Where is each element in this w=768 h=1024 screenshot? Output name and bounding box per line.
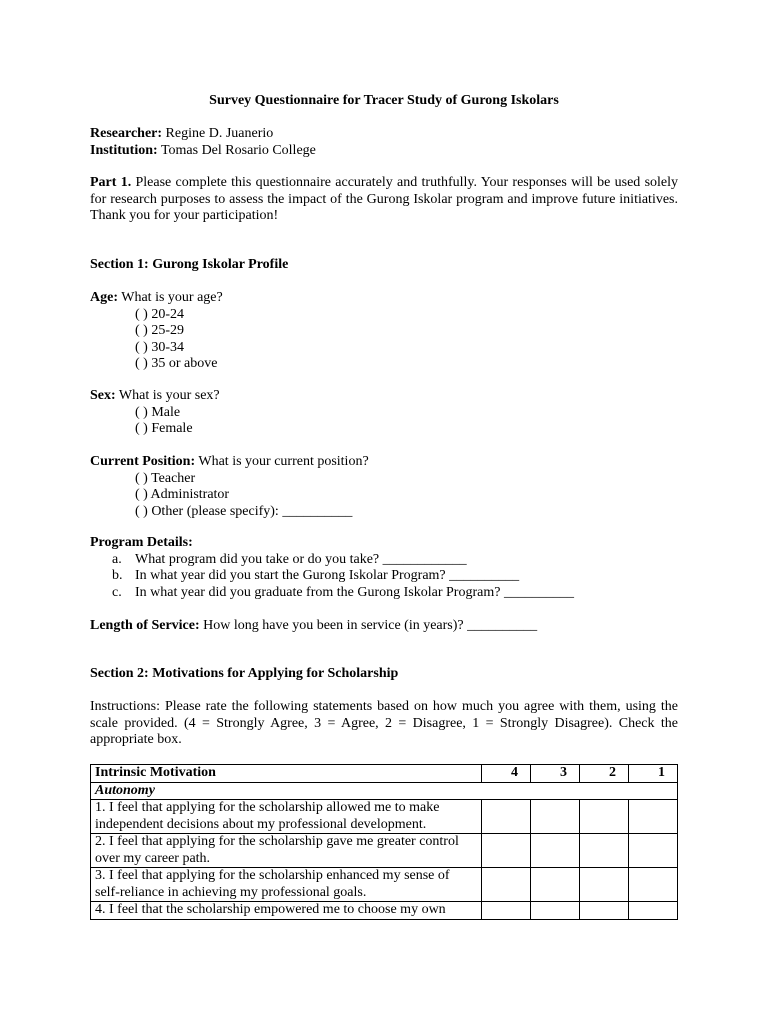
researcher-value: Regine D. Juanerio bbox=[165, 126, 274, 141]
institution-label: Institution: bbox=[90, 143, 158, 158]
section1-heading: Section 1: Gurong Iskolar Profile bbox=[90, 257, 289, 272]
position-label: Current Position: bbox=[90, 454, 196, 469]
rating-checkbox[interactable] bbox=[482, 902, 531, 920]
table-row bbox=[91, 868, 678, 902]
table-row bbox=[91, 800, 678, 834]
rating-checkbox[interactable] bbox=[629, 868, 678, 902]
rating-checkbox[interactable] bbox=[531, 868, 580, 902]
sex-label: Sex: bbox=[90, 388, 116, 403]
age-question bbox=[90, 290, 678, 373]
likert-table bbox=[90, 764, 678, 920]
age-question-text: What is your age? bbox=[121, 290, 223, 305]
rating-checkbox[interactable] bbox=[580, 834, 629, 868]
sex-option[interactable]: ( ) Female bbox=[135, 421, 193, 436]
program-item-text: What program did you take or do you take? ____________ bbox=[135, 551, 467, 567]
rating-checkbox[interactable] bbox=[482, 800, 531, 834]
rating-checkbox[interactable] bbox=[531, 834, 580, 868]
position-question-text: What is your current position? bbox=[198, 454, 369, 469]
list-marker: a. bbox=[112, 551, 122, 567]
instructions-paragraph: Instructions: Please rate the following statements based on how much you agree with them, using the scale provided. (4 = Strongly Agree, 3 = Agree, 2 = Disagree, 1 = Strongly Disagree). Check the appropriate box. bbox=[90, 699, 678, 747]
list-item bbox=[90, 552, 678, 569]
age-option[interactable]: ( ) 20-24 bbox=[135, 306, 184, 322]
scale-header: 3 bbox=[531, 765, 580, 783]
rating-checkbox[interactable] bbox=[629, 834, 678, 868]
part1-text: Please complete this questionnaire accurately and truthfully. Your responses will be used solely for research purposes to assess the impact of the Gurong Iskolar program and improve future initiatives. Thank you for your participation! bbox=[90, 175, 679, 223]
sex-question bbox=[90, 388, 678, 438]
rating-checkbox[interactable] bbox=[580, 868, 629, 902]
sex-option[interactable]: ( ) Male bbox=[135, 404, 181, 420]
statement-cell: 3. I feel that applying for the scholarship enhanced my sense of self-reliance in achieving my professional goals. bbox=[91, 868, 482, 902]
sex-question-text: What is your sex? bbox=[118, 388, 220, 403]
scale-header: 4 bbox=[482, 765, 531, 783]
rating-checkbox[interactable] bbox=[531, 800, 580, 834]
institution-value: Tomas Del Rosario College bbox=[160, 143, 316, 158]
rating-checkbox[interactable] bbox=[629, 800, 678, 834]
statement-cell: 4. I feel that the scholarship empowered me to choose my own bbox=[91, 902, 482, 920]
list-marker: b. bbox=[112, 568, 123, 583]
rating-checkbox[interactable] bbox=[531, 902, 580, 920]
section2-heading: Section 2: Motivations for Applying for Scholarship bbox=[90, 666, 399, 681]
position-option[interactable]: ( ) Other (please specify): __________ bbox=[135, 503, 353, 519]
program-label: Program Details: bbox=[90, 535, 193, 550]
list-marker: c. bbox=[112, 584, 122, 600]
service-question bbox=[90, 618, 678, 635]
researcher-label: Researcher: bbox=[90, 126, 163, 141]
position-option[interactable]: ( ) Teacher bbox=[135, 470, 196, 486]
program-item-text: In what year did you start the Gurong Iskolar Program? __________ bbox=[135, 568, 520, 583]
part1-label: Part 1. bbox=[90, 175, 132, 190]
rating-checkbox[interactable] bbox=[580, 902, 629, 920]
table-subheader: Autonomy bbox=[91, 782, 678, 800]
part1-paragraph bbox=[90, 175, 678, 225]
age-label: Age: bbox=[90, 290, 118, 305]
list-item bbox=[90, 585, 678, 602]
scale-header: 1 bbox=[629, 765, 678, 783]
program-details bbox=[90, 535, 678, 601]
table-row bbox=[91, 902, 678, 920]
statement-cell: 2. I feel that applying for the scholarship gave me greater control over my career path. bbox=[91, 834, 482, 868]
institution-line bbox=[90, 143, 678, 160]
table-row bbox=[91, 834, 678, 868]
scale-header: 2 bbox=[580, 765, 629, 783]
position-option[interactable]: ( ) Administrator bbox=[135, 487, 230, 502]
list-item bbox=[90, 568, 678, 585]
rating-checkbox[interactable] bbox=[482, 834, 531, 868]
page-title: Survey Questionnaire for Tracer Study of Gurong Iskolars bbox=[209, 93, 559, 108]
statement-cell: 1. I feel that applying for the scholarship allowed me to make independent decisions about my professional development. bbox=[91, 800, 482, 834]
program-list bbox=[90, 552, 678, 602]
table-header-row bbox=[91, 765, 678, 783]
table-header: Intrinsic Motivation bbox=[91, 765, 482, 783]
program-item-text: In what year did you graduate from the Gurong Iskolar Program? __________ bbox=[135, 584, 574, 600]
service-question-text: How long have you been in service (in years)? __________ bbox=[203, 618, 538, 633]
service-label: Length of Service: bbox=[90, 618, 200, 633]
rating-checkbox[interactable] bbox=[482, 868, 531, 902]
age-option[interactable]: ( ) 35 or above bbox=[135, 356, 218, 371]
age-option[interactable]: ( ) 25-29 bbox=[135, 323, 184, 338]
table-subheader-row bbox=[91, 782, 678, 800]
rating-checkbox[interactable] bbox=[629, 902, 678, 920]
age-option[interactable]: ( ) 30-34 bbox=[135, 339, 184, 355]
rating-checkbox[interactable] bbox=[580, 800, 629, 834]
researcher-line bbox=[90, 126, 678, 143]
position-question bbox=[90, 454, 678, 520]
